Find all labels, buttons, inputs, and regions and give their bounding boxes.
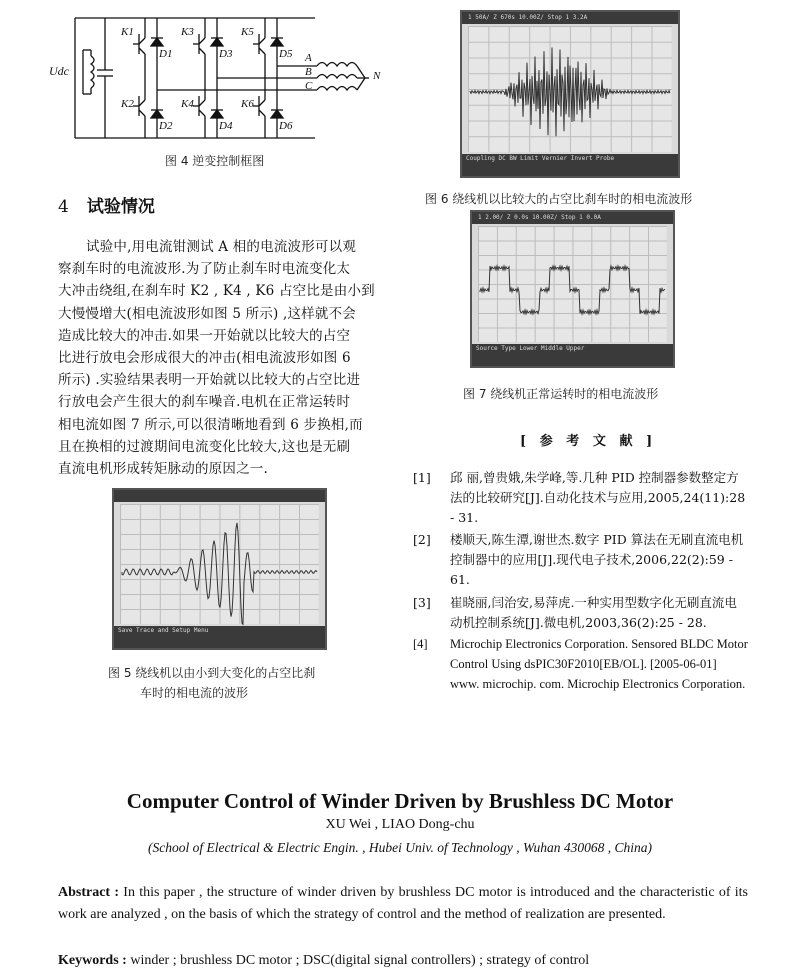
body-line: 比进行放电会形成很大的冲击(相电流波形如图 6	[58, 350, 351, 367]
english-abstract	[58, 882, 748, 926]
body-line: 试验中,用电流钳测试 A 相的电流波形可以观	[86, 239, 357, 255]
figure7-waveform	[472, 212, 673, 366]
scope-footer: Coupling DC BW Limit Vernier Invert Probe	[462, 154, 678, 176]
english-affiliation: (School of Electrical & Electric Engin. , Hubei Univ. of Technology , Wuhan 430068 , China)	[148, 840, 652, 855]
body-line: 直流电机形成转矩脉动的原因之一.	[58, 461, 268, 478]
reference-item	[413, 530, 748, 590]
reference-text: 邱 丽,曾贵娥,朱学峰,等.几种 PID 控制器参数整定方法的比较研究[J].自动化技术与应用,2005,24(11):28 - 31.	[450, 470, 746, 525]
figure5-caption-line1: 图 5 绕线机以由小到大变化的占空比刹	[108, 666, 316, 680]
figure6-waveform	[462, 12, 678, 176]
figure6-oscilloscope	[460, 10, 680, 178]
figure5-oscilloscope	[112, 488, 327, 650]
phase-b-label: B	[305, 66, 312, 78]
udc-label: Udc	[49, 64, 69, 78]
figure7-oscilloscope	[470, 210, 675, 368]
diode-d1: D1	[159, 48, 173, 60]
switch-k6: K6	[241, 98, 254, 110]
body-line: 造成比较大的冲击.如果一开始就以比较大的占空	[58, 327, 351, 344]
reference-number: [3]	[413, 595, 431, 610]
english-title: Computer Control of Winder Driven by Brushless DC Motor	[126, 789, 674, 813]
reference-number: [4]	[413, 637, 428, 651]
abstract-text: In this paper , the structure of winder driven by brushless DC motor is introduced and the characteristic of its work are analyzed , on the basis of which the strategy of control and the method of realization are presented.	[58, 885, 748, 922]
keywords-text: winder ; brushless DC motor ; DSC(digital signal controllers) ; strategy of control	[130, 953, 590, 968]
body-line: 且在换相的过渡期间电流变化比较大,这也是无刷	[58, 438, 351, 455]
switch-k4: K4	[181, 98, 194, 110]
scope-footer: Source Type Lower Middle Upper	[472, 344, 673, 366]
reference-item	[413, 468, 748, 528]
references-heading: [ 参 考 文 献 ]	[520, 434, 653, 449]
reference-number: [1]	[413, 470, 431, 485]
switch-k2: K2	[121, 98, 134, 110]
figure6-caption: 图 6 绕线机以比较大的占空比刹车时的相电流波形	[425, 192, 693, 206]
english-keywords	[58, 950, 748, 972]
section-heading	[58, 192, 155, 217]
switch-k5: K5	[241, 26, 254, 38]
reference-text: Microchip Electronics Corporation. Sensored BLDC Motor Control Using dsPIC30F2010[EB/OL]. [2005-06-01] www. microchip. com. Microchip Electronics Corporation.	[450, 637, 748, 691]
figure4-caption: 图 4 逆变控制框图	[165, 154, 265, 168]
keywords-label: Keywords :	[58, 953, 127, 968]
body-line: 大慢慢增大(相电流波形如图 5 所示) ,这样就不会	[58, 305, 356, 322]
scope-header: 1 50A/ Z 670s 10.00Z/ Stop 1 3.2A	[462, 12, 678, 24]
reference-text: 崔晓丽,闫治安,易萍虎.一种实用型数字化无刷直流电动机控制系统[J].微电机,2003,36(2):25 - 28.	[450, 595, 737, 630]
body-line: 察刹车时的电流波形.为了防止刹车时电流变化太	[58, 261, 351, 278]
scope-footer: Save Trace and Setup Menu	[114, 626, 325, 648]
scope-header: 1 2.00/ Z 0.0s 10.00Z/ Stop 1 0.0A	[472, 212, 673, 224]
phase-a-label: A	[305, 52, 312, 64]
body-line: 行放电会产生很大的刹车噪音.电机在正常运转时	[58, 394, 351, 411]
diode-d6: D6	[279, 120, 293, 132]
figure5-caption-line2: 车时的相电流的波形	[140, 686, 249, 700]
body-line: 大冲击绕组,在刹车时 K2 , K4 , K6 占空比是由小到	[58, 283, 375, 300]
body-line: 所示) .实验结果表明一开始就以比较大的占空比进	[58, 372, 361, 389]
neutral-label: N	[373, 70, 381, 82]
switch-k3: K3	[181, 26, 194, 38]
diode-d2: D2	[159, 120, 173, 132]
body-paragraph	[58, 236, 398, 480]
figure4-circuit	[49, 10, 395, 145]
section-number: 4	[58, 197, 69, 217]
abstract-label: Abstract :	[58, 885, 120, 900]
diode-d5: D5	[279, 48, 293, 60]
section-title: 试验情况	[86, 197, 155, 217]
reference-number: [2]	[413, 532, 431, 547]
reference-item	[413, 634, 748, 694]
diode-d3: D3	[219, 48, 233, 60]
phase-c-label: C	[305, 80, 313, 92]
body-line: 相电流如图 7 所示,可以很清晰地看到 6 步换相,而	[58, 416, 363, 433]
english-authors: XU Wei , LIAO Dong-chu	[325, 817, 475, 832]
figure7-caption: 图 7 绕线机正常运转时的相电流波形	[463, 387, 659, 401]
switch-k1: K1	[121, 26, 134, 38]
diode-d4: D4	[219, 120, 233, 132]
reference-item	[413, 593, 748, 633]
figure5-waveform	[114, 490, 325, 648]
reference-text: 楼顺天,陈生潭,谢世杰.数字 PID 算法在无刷直流电机控制器中的应用[J].现代电子技术,2006,22(2):59 - 61.	[450, 532, 744, 587]
